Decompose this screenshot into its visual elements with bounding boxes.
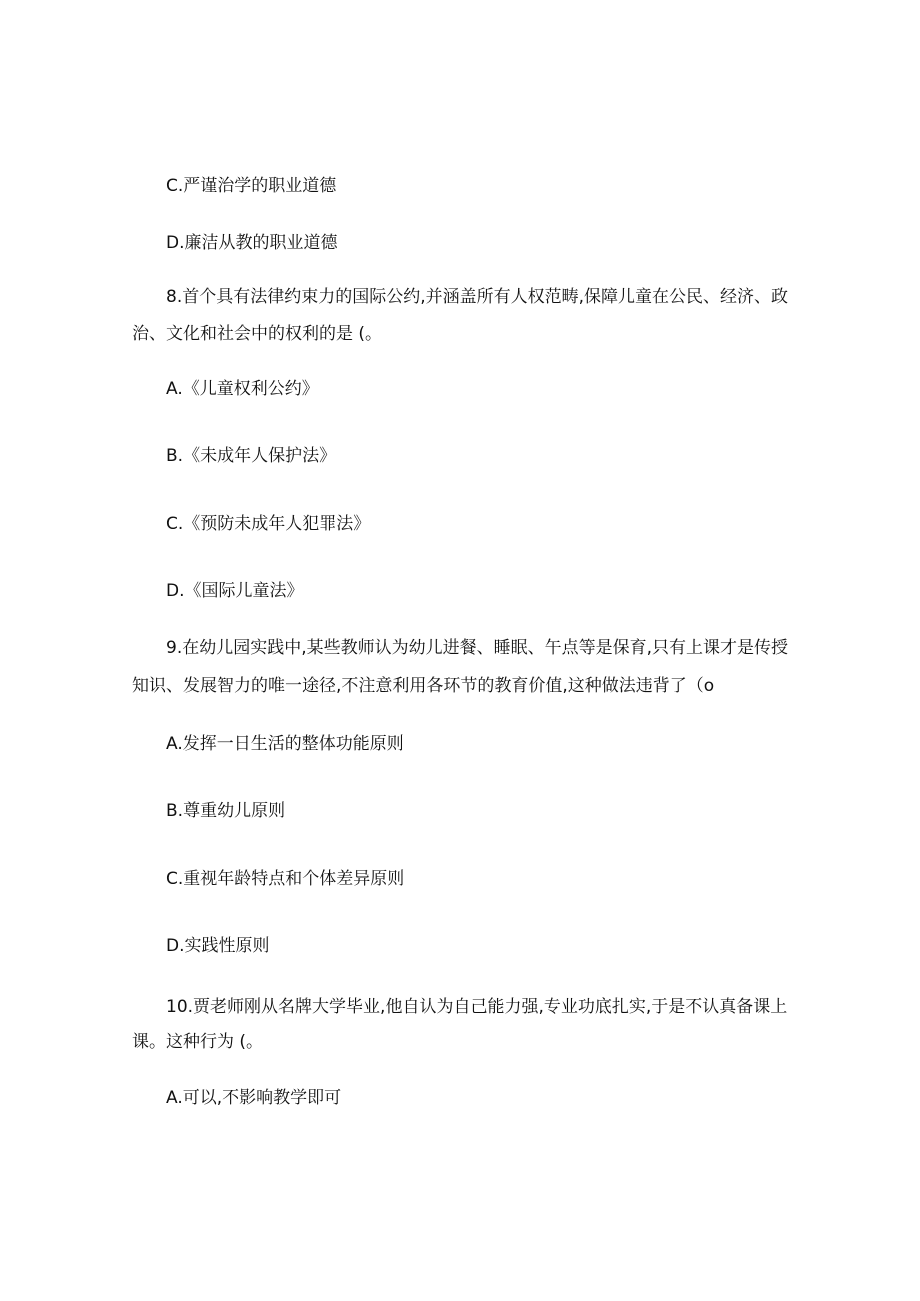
q10-stem-line2: 课。这种行为 (。 bbox=[132, 1032, 264, 1052]
q8-option-c: C.《预防未成年人犯罪法》 bbox=[166, 514, 371, 534]
q8-option-b: B.《未成年人保护法》 bbox=[166, 446, 337, 466]
q8-option-d: D.《国际儿童法》 bbox=[166, 581, 304, 601]
q10-option-a: A.可以,不影响教学即可 bbox=[166, 1088, 342, 1108]
q9-option-d: D.实践性原则 bbox=[166, 936, 270, 956]
q9-option-a: A.发挥一日生活的整体功能原则 bbox=[166, 734, 404, 754]
q8-stem-line2: 治、文化和社会中的权利的是 (。 bbox=[132, 324, 383, 344]
q8-option-a: A.《儿童权利公约》 bbox=[166, 379, 319, 399]
q7-option-d: D.廉洁从教的职业道德 bbox=[166, 233, 338, 253]
q9-stem-line1: 9.在幼儿园实践中,某些教师认为幼儿进餐、睡眠、午点等是保育,只有上课才是传授 bbox=[166, 638, 789, 658]
q9-stem-line2: 知识、发展智力的唯一途径,不注意利用各环节的教育价值,这种做法违背了（o bbox=[132, 676, 715, 696]
q10-stem-line1: 10.贾老师刚从名牌大学毕业,他自认为自己能力强,专业功底扎实,于是不认真备课上 bbox=[166, 997, 788, 1017]
q9-option-c: C.重视年龄特点和个体差异原则 bbox=[166, 869, 405, 889]
q7-option-c: C.严谨治学的职业道德 bbox=[166, 176, 337, 196]
q9-option-b: B.尊重幼儿原则 bbox=[166, 801, 286, 821]
q8-stem-line1: 8.首个具有法律约束力的国际公约,并涵盖所有人权范畴,保障儿童在公民、经济、政 bbox=[166, 287, 789, 307]
